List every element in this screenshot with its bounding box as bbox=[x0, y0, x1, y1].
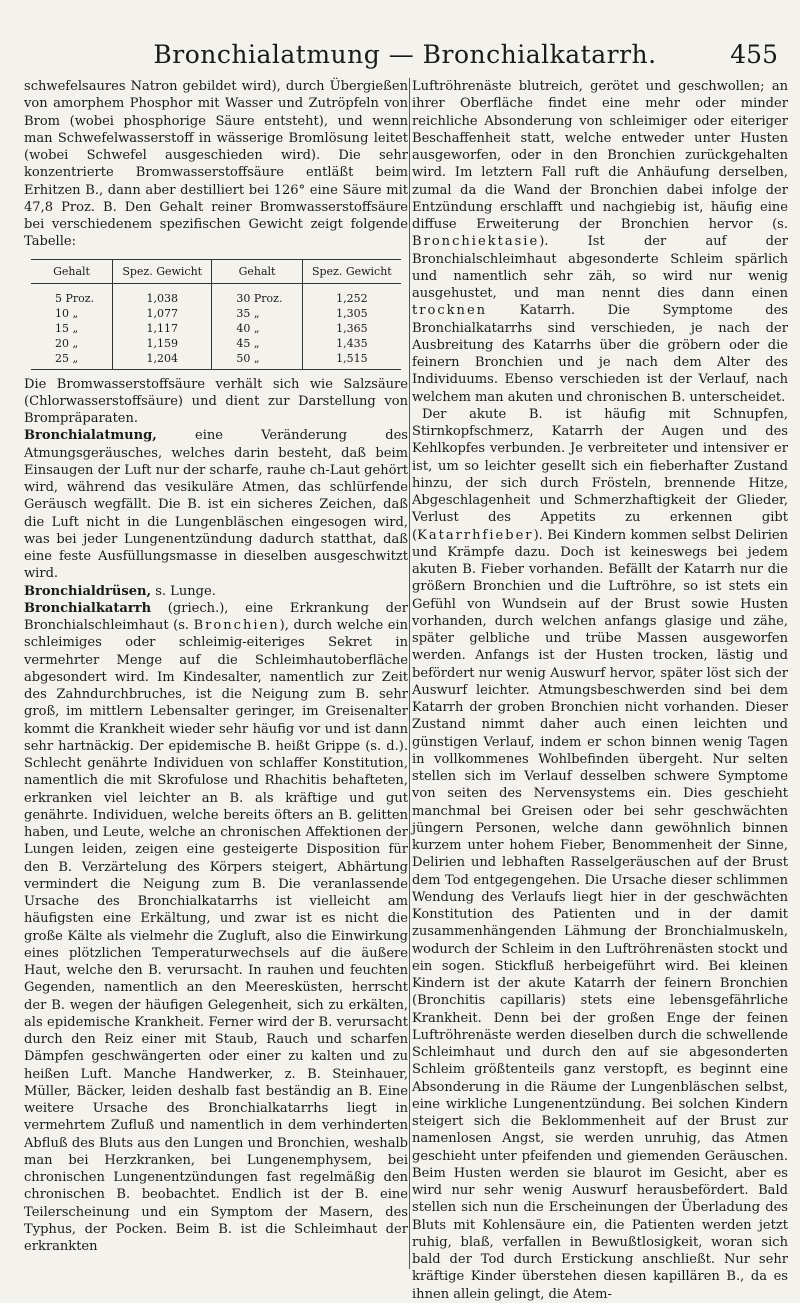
left-column bbox=[24, 78, 408, 1269]
table-row bbox=[31, 283, 401, 306]
table-cell: 30 Proz. bbox=[212, 283, 302, 306]
table-cell: 1,204 bbox=[113, 351, 212, 370]
table-cell: 1,077 bbox=[113, 306, 212, 321]
cross-reference: Bronchien bbox=[193, 618, 280, 633]
entry-text: ), durch welche ein schleimiges oder schleimig-eiteriges Sekret in vermehrter Menge auf die Schleimhautoberfläche abgesondert wird. Im Kindesalter, namentlich zur Zeit des Zahndurchbruches, ist die Neigung zum B. sehr groß, im mittlern Lebensalter geringer, im Greisenalter kommt die Krankheit wieder sehr häufig vor und ist dann sehr hartnäckig. Der epidemische B. heißt Grippe (s. d.). Schlecht genährte Individuen von schlaffer Konstitution, namentlich die mit Skrofulose und Rhachitis behafteten, erkranken viel leichter an B. als kräftige und gut genährte. Individuen, welche bereits öfters an B. gelitten haben, und Leute, welche an chronischen Affektionen der Lungen leiden, zeigen eine gesteigerte Disposition für den B. Verzärtelung des Körpers steigert, Abhärtung vermindert die Neigung zum B. Die veranlassende Ursache des Bronchialkatarrhs ist vielleicht am häufigsten eine Erkältung, und zwar ist es nicht die große Kälte als vielmehr die Zugluft, also die Einwirkung eines plötzlichen Temperaturwechsels auf die äußere Haut, welche den B. verursacht. In rauhen und feuchten Gegenden, namentlich an den Meeresküsten, herrscht der B. wegen der häufigen Gelegenheit, sich zu erkälten, als epidemische Krankheit. Ferner wird der B. verursacht durch den Reiz einer mit Staub, Rauch und scharfen Dämpfen geschwängerten oder einer zu kalten und zu heißen Luft. Manche Handwerker, z. B. Steinhauer, Müller, Bäcker, leiden deshalb fast beständig an B. Eine weitere Ursache des Bronchialkatarrhs liegt in vermehrtem Zufluß und namentlich in dem verhinderten Abfluß des Bluts aus den Lungen und Bronchien, weshalb man bei Herzkranken, bei Lungenemphysem, bei chronischen Lungenentzündungen fast regelmäßig den chronischen B. beobachtet. Endlich ist der B. eine Teilerscheinung und ein Symptom der Masern, des Typhus, der Pocken. Beim B. ist die Schleimhaut der erkrankten bbox=[24, 618, 408, 1254]
right-column bbox=[412, 78, 788, 1302]
table-cell: 50 „ bbox=[212, 351, 302, 370]
table-cell: 5 Proz. bbox=[55, 291, 95, 305]
entry-bronchialdruesen bbox=[24, 583, 408, 600]
paragraph-text: Luftröhrenäste blutreich, gerötet und geschwollen; an ihrer Oberfläche findet eine mehr oder minder reichliche Absonderung von schleimiger oder eiteriger Beschaffenheit statt, welche entweder unter Husten ausgeworfen, oder in den Bronchien zurückgehalten wird. Im letztern Fall ruft die Anhäufung derselben, zumal da die Wand der Bronchien dabei infolge der Entzündung erschlafft und nachgiebig ist, häufig eine diffuse Erweiterung der Bronchien hervor (s. bbox=[412, 79, 788, 232]
cross-reference: Katarrhfieber bbox=[417, 527, 534, 543]
table-cell: 35 „ bbox=[212, 306, 302, 321]
density-table bbox=[31, 259, 401, 370]
table-row bbox=[31, 336, 401, 351]
column-divider bbox=[409, 78, 410, 1269]
paragraph bbox=[412, 406, 788, 1303]
table-cell: 1,117 bbox=[113, 321, 212, 336]
paragraph bbox=[412, 78, 788, 406]
emphasized-term: trocknen bbox=[412, 303, 488, 319]
table-cell: 20 „ bbox=[55, 336, 79, 350]
table-cell: 45 „ bbox=[212, 336, 302, 351]
column-header: Spez. Gewicht bbox=[302, 259, 401, 283]
column-header: Gehalt bbox=[31, 259, 113, 283]
entry-bronchialkatarrh bbox=[24, 600, 408, 1256]
paragraph: schwefelsaures Natron gebildet wird), durch Übergießen von amorphem Phosphor mit Wasser und Zutröpfeln von Brom (wobei phosphorige Säure entsteht), und wenn man Schwefelwasserstoff in wässerige Bromlösung leitet (wobei Schwefel ausgeschieden wird). Die sehr konzentrierte Bromwasserstoffsäure entläßt beim Erhitzen B., dann aber destilliert bei 126° eine Säure mit 47,8 Proz. B. Den Gehalt reiner Bromwasserstoffsäure bei verschiedenem spezifischen Gewicht zeigt folgende Tabelle: bbox=[24, 79, 408, 250]
cross-reference: Bronchiektasie bbox=[412, 234, 540, 250]
running-title: Bronchialatmung — Bronchialkatarrh. bbox=[153, 40, 657, 69]
entry-text: s. Lunge. bbox=[151, 583, 216, 599]
paragraph-text: ). Ist der auf der Bronchialschleimhaut abgesonderte Schleim spärlich und namentlich sehr zäh, so wird nur wenig ausgehustet, und man nennt dies dann einen bbox=[412, 234, 788, 301]
table-row bbox=[31, 306, 401, 321]
paragraph-text: Katarrh. Die Symptome des Bronchialkatarrhs sind verschieden, je nach der Ausbreitung des Katarrhs über die gröbern oder die feinern Bronchien und je nach dem Alter des Individuums. Ebenso verschieden ist der Verlauf, nach welchem man akuten und chronischen B. unterscheidet. bbox=[412, 303, 788, 405]
table-cell: 1,252 bbox=[302, 283, 401, 306]
table-cell: 1,515 bbox=[302, 351, 401, 370]
table-cell: 1,305 bbox=[302, 306, 401, 321]
table-cell: 1,435 bbox=[302, 336, 401, 351]
table-cell: 1,038 bbox=[113, 283, 212, 306]
entry-text: (griech.), eine Erkrankung der Bronchialschleimhaut (s. bbox=[24, 600, 408, 633]
table-cell: 1,159 bbox=[113, 336, 212, 351]
entry-text: eine Veränderung des Atmungsgeräusches, welches darin besteht, daß beim Einsaugen der Luft nur der scharfe, rauhe ch-Laut gehört wird, während das vesikuläre Atmen, das schlürfende Geräusch wegfällt. Die B. ist ein sicheres Zeichen, daß die Luft nicht in die Lungenbläschen eingesogen wird, was bei jeder Lungenentzündung dadurch statthat, daß eine feste Ausfüllungsmasse in dieselben ausgeschwitzt wird. bbox=[24, 428, 408, 582]
entry-lemma: Bronchialkatarrh bbox=[24, 600, 152, 616]
column-header: Gehalt bbox=[212, 259, 302, 283]
table-row bbox=[31, 351, 401, 370]
page-number: 455 bbox=[730, 40, 778, 69]
entry-lemma: Bronchialdrüsen, bbox=[24, 583, 152, 599]
table-cell: 25 „ bbox=[31, 351, 113, 370]
table-cell: 10 „ bbox=[55, 306, 79, 320]
table-cell: 40 „ bbox=[212, 321, 302, 336]
paragraph-text: ). Bei Kindern kommen selbst Delirien und Krämpfe dazu. Doch ist keineswegs bei jedem akuten B. Fieber vorhanden. Befällt der Katarrh nur die größern Bronchien und die Luftröhre, so ist stets ein Gefühl von Wundsein auf der Brust sowie Husten vorhanden, durch welchen anfangs glasige und zähe, später gelbliche und trübe Massen ausgeworfen werden. Anfangs ist der Husten trocken, lästig und befördert nur wenig Auswurf hervor, später löst sich der Auswurf leichter. Atmungsbeschwerden sind bei dem Katarrh der groben Bronchien nicht vorhanden. Dieser Zustand nimmt daher auch einen leichten und günstigen Verlauf, indem er schon binnen wenig Tagen in vollkommenes Wohlbefinden übergeht. Nur selten stellen sich im Verlauf desselben schwere Symptome von seiten des Nervensystems ein. Dies geschieht manchmal bei Greisen oder bei sehr geschwächten jüngern Personen, welche dann gewöhnlich binnen kurzem unter hohem Fieber, Benommenheit der Sinne, Delirien und lebhaften Rasselgeräuschen auf der Brust dem Tod entgegengehen. Die Ursache dieser schlimmen Wendung des Verlaufs liegt hier in der geschwächten Konstitution des Patienten und in der damit zusammenhängenden Lähmung der Bronchialmuskeln, wodurch der Schleim in den Luftröhrenästen stockt und ein sogen. Stickfluß herbeigeführt wird. Bei kleinen Kindern ist der akute Katarrh der feinern Bronchien (Bronchitis capillaris) stets eine lebensgefährliche Krankheit. Denn bei der großen Enge der feinen Luftröhrenäste werden dieselben durch die schwellende Schleimhaut und durch den auf sie abgesonderten Schleim größtenteils ganz verstopft, es beginnt eine Absonderung in die Räume der Lungenbläschen selbst, eine wirkliche Lungenentzündung. Bei solchen Kindern steigert sich die Beklommenheit auf der Brust zur namenlosen Angst, sie werden unruhig, das Atmen geschieht unter pfeifenden und giemenden Geräuschen. Beim Husten werden sie blaurot im Gesicht, aber es wird nur sehr wenig Auswurf herausbefördert. Bald stellen sich nun die Erscheinungen der Überladung des Bluts mit Kohlensäure ein, die Patienten werden jetzt ruhig, blaß, verfallen in Bewußtlosigkeit, woran sich bald der Tod durch Erstickung anschließt. Nur sehr kräftige Kinder überstehen diesen kapillären B., da es ihnen allein gelingt, die Atem- bbox=[412, 527, 788, 1302]
entry-lemma: Bronchialatmung, bbox=[24, 428, 157, 444]
table-cell: 1,365 bbox=[302, 321, 401, 336]
page-header bbox=[32, 40, 778, 72]
paragraph: Die Bromwasserstoffsäure verhält sich wie Salzsäure (Chlorwasserstoffsäure) und dient zur Darstellung von Brompräparaten. bbox=[24, 376, 408, 426]
entry-bronchialatmung bbox=[24, 427, 408, 582]
table-header-row bbox=[31, 259, 401, 283]
table-row bbox=[31, 321, 401, 336]
column-header: Spez. Gewicht bbox=[113, 259, 212, 283]
paragraph-text: Der akute B. ist häufig mit Schnupfen, Stirnkopfschmerz, Katarrh der Augen und des Kehlkopfes verbunden. Je verbreiteter und intensiver er ist, um so leichter gesellt sich ein fieberhafter Zustand hinzu, der sich durch Frösteln, brennende Hitze, Abgeschlagenheit und Schmerzhaftigkeit der Glieder, Verlust des Appetits zu erkennen gibt ( bbox=[412, 406, 788, 543]
table-cell: 15 „ bbox=[55, 321, 79, 335]
